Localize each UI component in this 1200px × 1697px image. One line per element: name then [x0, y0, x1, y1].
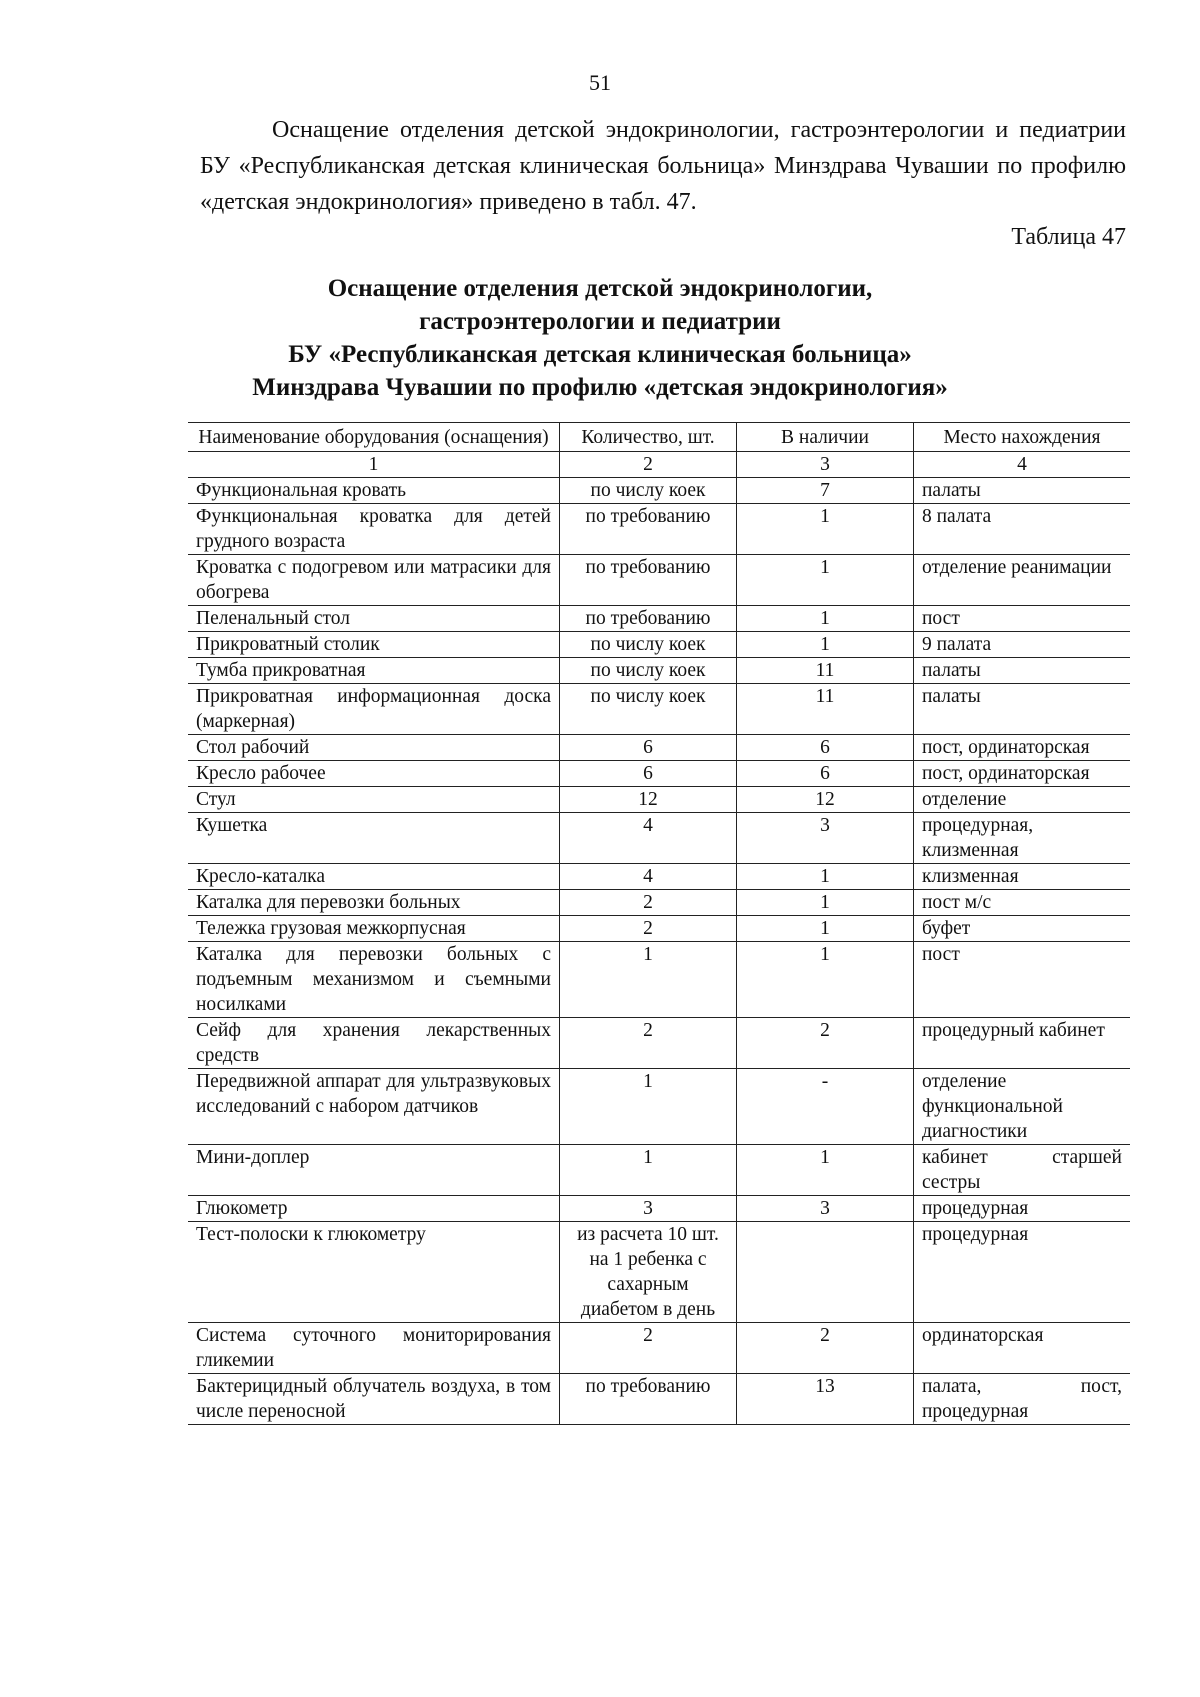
cell-available: 1: [737, 916, 914, 942]
cell-quantity: по числу коек: [560, 478, 737, 504]
cell-available: 7: [737, 478, 914, 504]
cell-location: пост, ординаторская: [914, 735, 1131, 761]
cell-quantity: 2: [560, 916, 737, 942]
cell-available: 1: [737, 606, 914, 632]
cell-quantity: 4: [560, 813, 737, 864]
cell-available: 6: [737, 761, 914, 787]
table-body: [188, 452, 1130, 1425]
cell-available: -: [737, 1069, 914, 1145]
table-row: [188, 890, 1130, 916]
cell-equipment-name: Прикроватная информационная доска (маркерная): [188, 684, 560, 735]
cell-equipment-name: Кресло рабочее: [188, 761, 560, 787]
cell-quantity: 6: [560, 735, 737, 761]
cell-location: 9 палата: [914, 632, 1131, 658]
cell-equipment-name: Тележка грузовая межкорпусная: [188, 916, 560, 942]
table-title-line: Минздрава Чувашии по профилю «детская эндокринология»: [252, 374, 948, 401]
cell-quantity: 6: [560, 761, 737, 787]
table-row: [188, 684, 1130, 735]
cell-location: 8 палата: [914, 504, 1131, 555]
cell-location: отделение: [914, 787, 1131, 813]
table-row: [188, 787, 1130, 813]
cell-equipment-name: Мини-доплер: [188, 1145, 560, 1196]
table-title-line: БУ «Республиканская детская клиническая больница»: [288, 341, 912, 368]
cell-location: ординаторская: [914, 1323, 1131, 1374]
table-row: [188, 1069, 1130, 1145]
table-row: [188, 864, 1130, 890]
cell-quantity: по требованию: [560, 504, 737, 555]
cell-equipment-name: Глюкометр: [188, 1196, 560, 1222]
cell-location: пост, ординаторская: [914, 761, 1131, 787]
table-row: [188, 1374, 1130, 1425]
cell-equipment-name: Стул: [188, 787, 560, 813]
cell-location: кабинет старшей сестры: [914, 1145, 1131, 1196]
table-title-line: гастроэнтерологии и педиатрии: [419, 308, 781, 335]
cell-equipment-name: Прикроватный столик: [188, 632, 560, 658]
cell-quantity: 1: [560, 1069, 737, 1145]
table-row: [188, 735, 1130, 761]
cell-location: буфет: [914, 916, 1131, 942]
cell-equipment-name: Функциональная кроватка для детей грудного возраста: [188, 504, 560, 555]
table-row: [188, 1196, 1130, 1222]
cell-available: 6: [737, 735, 914, 761]
cell-quantity: 2: [560, 890, 737, 916]
table-row: [188, 658, 1130, 684]
header-quantity: Количество, шт.: [560, 423, 737, 452]
table-title-line: Оснащение отделения детской эндокринологии,: [327, 275, 873, 302]
cell-location: процедурная: [914, 1222, 1131, 1323]
cell-quantity: 1: [560, 942, 737, 1018]
cell-equipment-name: Стол рабочий: [188, 735, 560, 761]
cell-location: клизменная: [914, 864, 1131, 890]
table-row: [188, 504, 1130, 555]
table-row: [188, 761, 1130, 787]
cell-available: 12: [737, 787, 914, 813]
cell-equipment-name: Передвижной аппарат для ультразвуковых исследований с набором датчиков: [188, 1069, 560, 1145]
cell-equipment-name: Пеленальный стол: [188, 606, 560, 632]
cell-available: 1: [737, 555, 914, 606]
table-row: [188, 606, 1130, 632]
column-number: 3: [737, 452, 914, 478]
cell-location: процедурный кабинет: [914, 1018, 1131, 1069]
column-numbers-row: [188, 452, 1130, 478]
table-row: [188, 1323, 1130, 1374]
column-number: 2: [560, 452, 737, 478]
table-row: [188, 478, 1130, 504]
cell-available: 1: [737, 942, 914, 1018]
cell-location: палата, пост, процедурная: [914, 1374, 1131, 1425]
cell-available: 1: [737, 504, 914, 555]
cell-equipment-name: Кресло-каталка: [188, 864, 560, 890]
cell-equipment-name: Каталка для перевозки больных: [188, 890, 560, 916]
cell-equipment-name: Кроватка с подогревом или матрасики для обогрева: [188, 555, 560, 606]
column-number: 1: [188, 452, 560, 478]
header-equipment-name: Наименование оборудования (оснащения): [188, 423, 560, 452]
cell-location: палаты: [914, 478, 1131, 504]
cell-available: 13: [737, 1374, 914, 1425]
cell-location: пост: [914, 606, 1131, 632]
cell-available: 1: [737, 1145, 914, 1196]
cell-available: 1: [737, 632, 914, 658]
cell-available: 1: [737, 890, 914, 916]
cell-quantity: 2: [560, 1018, 737, 1069]
cell-quantity: по требованию: [560, 1374, 737, 1425]
table-row: [188, 1018, 1130, 1069]
cell-available: 3: [737, 1196, 914, 1222]
cell-location: отделение функциональной диагностики: [914, 1069, 1131, 1145]
cell-quantity: 12: [560, 787, 737, 813]
table-row: [188, 1222, 1130, 1323]
cell-location: палаты: [914, 684, 1131, 735]
table-title: [0, 272, 1200, 404]
table-row: [188, 555, 1130, 606]
cell-quantity: 4: [560, 864, 737, 890]
cell-equipment-name: Система суточного мониторирования гликемии: [188, 1323, 560, 1374]
cell-available: 11: [737, 684, 914, 735]
cell-equipment-name: Каталка для перевозки больных с подъемным механизмом и съемными носилками: [188, 942, 560, 1018]
header-location: Место нахождения: [914, 423, 1131, 452]
table-row: [188, 942, 1130, 1018]
cell-available: [737, 1222, 914, 1323]
cell-quantity: 2: [560, 1323, 737, 1374]
cell-quantity: по числу коек: [560, 632, 737, 658]
cell-location: пост: [914, 942, 1131, 1018]
cell-available: 2: [737, 1018, 914, 1069]
cell-available: 1: [737, 864, 914, 890]
table-row: [188, 1145, 1130, 1196]
cell-equipment-name: Сейф для хранения лекарственных средств: [188, 1018, 560, 1069]
page-number: 51: [589, 70, 611, 95]
intro-paragraph: Оснащение отделения детской эндокринологии, гастроэнтерологии и педиатрии БУ «Республиканская детская клиническая больница» Минздрава Чувашии по профилю «детская эндокринология» приведено в табл. 47.: [200, 117, 1126, 215]
cell-location: отделение реанимации: [914, 555, 1131, 606]
table-row: [188, 632, 1130, 658]
table-header-row: [188, 423, 1130, 452]
cell-location: процедурная: [914, 1196, 1131, 1222]
cell-available: 11: [737, 658, 914, 684]
table-label: Таблица 47: [1011, 224, 1126, 250]
cell-quantity: по числу коек: [560, 684, 737, 735]
cell-available: 3: [737, 813, 914, 864]
cell-quantity: по требованию: [560, 606, 737, 632]
cell-quantity: по требованию: [560, 555, 737, 606]
cell-location: палаты: [914, 658, 1131, 684]
cell-equipment-name: Тумба прикроватная: [188, 658, 560, 684]
table-row: [188, 916, 1130, 942]
cell-quantity: 3: [560, 1196, 737, 1222]
column-number: 4: [914, 452, 1131, 478]
cell-equipment-name: Функциональная кровать: [188, 478, 560, 504]
equipment-table: [188, 422, 1130, 1425]
cell-available: 2: [737, 1323, 914, 1374]
cell-quantity: из расчета 10 шт. на 1 ребенка с сахарным диабетом в день: [560, 1222, 737, 1323]
table-row: [188, 813, 1130, 864]
cell-equipment-name: Бактерицидный облучатель воздуха, в том числе переносной: [188, 1374, 560, 1425]
cell-location: пост м/с: [914, 890, 1131, 916]
cell-equipment-name: Тест-полоски к глюкометру: [188, 1222, 560, 1323]
cell-location: процедурная, клизменная: [914, 813, 1131, 864]
cell-equipment-name: Кушетка: [188, 813, 560, 864]
cell-quantity: 1: [560, 1145, 737, 1196]
cell-quantity: по числу коек: [560, 658, 737, 684]
header-available: В наличии: [737, 423, 914, 452]
